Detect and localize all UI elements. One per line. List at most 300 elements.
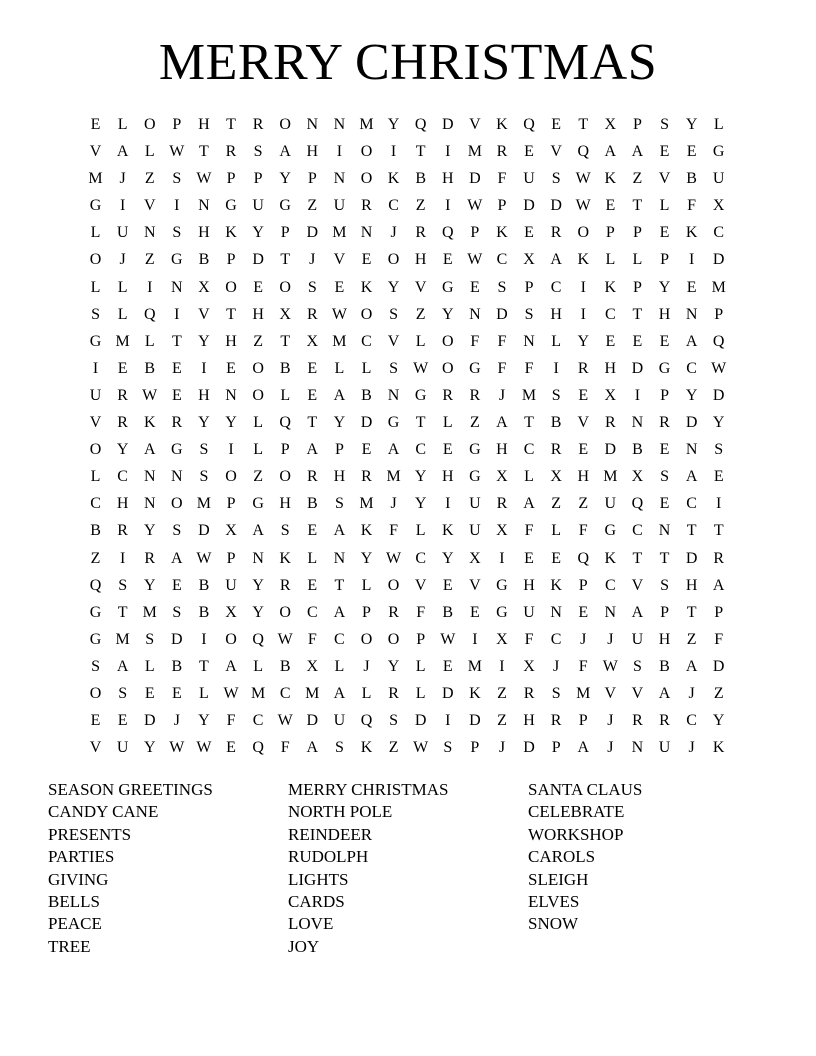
grid-letter: S: [551, 684, 561, 702]
word-item: ELVES: [528, 892, 580, 912]
grid-letter: A: [143, 441, 156, 459]
grid-letter: S: [632, 657, 642, 675]
grid-letter: K: [604, 549, 617, 567]
grid-letter: C: [415, 441, 426, 459]
grid-letter: N: [469, 305, 481, 323]
grid-letter: A: [333, 386, 346, 404]
grid-letter: U: [89, 386, 102, 404]
grid-letter: U: [333, 712, 346, 730]
grid-letter: E: [524, 143, 534, 161]
grid-letter: E: [117, 712, 128, 730]
grid-letter: S: [280, 522, 290, 540]
grid-letter: W: [142, 386, 158, 404]
grid-letter: L: [713, 116, 724, 133]
grid-letter: E: [713, 468, 724, 486]
grid-letter: S: [497, 278, 507, 296]
grid-letter: W: [277, 712, 293, 730]
grid-letter: L: [442, 414, 453, 432]
grid-letter: M: [305, 684, 320, 702]
grid-letter: E: [551, 549, 562, 567]
grid-letter: G: [712, 143, 725, 161]
grid-letter: M: [115, 630, 130, 648]
grid-letter: Z: [497, 684, 507, 702]
grid-letter: E: [578, 603, 589, 621]
grid-letter: P: [714, 603, 724, 621]
grid-letter: D: [550, 197, 562, 215]
grid-letter: K: [279, 549, 291, 567]
grid-letter: E: [659, 143, 670, 161]
grid-letter: Y: [712, 712, 725, 730]
grid-letter: T: [334, 576, 345, 594]
grid-letter: P: [497, 197, 507, 215]
grid-letter: Y: [333, 414, 346, 432]
grid-letter: N: [685, 305, 698, 323]
grid-letter: K: [387, 170, 400, 188]
grid-letter: U: [469, 495, 481, 513]
grid-letter: W: [196, 170, 212, 188]
grid-letter: S: [118, 576, 128, 594]
grid-letter: Q: [252, 630, 264, 648]
grid-letter: W: [331, 305, 347, 323]
grid-letter: V: [89, 414, 102, 432]
grid-letter: R: [361, 468, 372, 486]
grid-letter: L: [144, 143, 155, 161]
grid-letter: J: [607, 712, 614, 730]
grid-letter: S: [334, 495, 344, 513]
grid-letter: E: [469, 603, 480, 621]
grid-letter: A: [523, 495, 535, 513]
grid-letter: I: [688, 251, 695, 269]
grid-letter: S: [91, 657, 100, 675]
grid-letter: G: [171, 441, 183, 459]
grid-letter: A: [333, 522, 346, 540]
grid-letter: O: [89, 441, 102, 459]
grid-letter: A: [631, 603, 644, 621]
grid-letter: W: [602, 657, 618, 675]
grid-letter: P: [307, 170, 317, 188]
grid-letter: E: [307, 522, 318, 540]
grid-letter: O: [89, 251, 102, 269]
grid-letter: H: [496, 441, 508, 459]
grid-letter: J: [119, 170, 126, 188]
grid-letter: C: [604, 576, 616, 594]
grid-letter: I: [336, 143, 343, 161]
grid-letter: M: [467, 143, 482, 161]
word-column: [48, 779, 288, 958]
grid-letter: A: [712, 576, 725, 594]
grid-letter: Y: [360, 549, 373, 567]
grid-letter: T: [415, 414, 426, 432]
grid-letter: S: [199, 468, 209, 486]
grid-letter: R: [415, 224, 426, 242]
grid-letter: N: [171, 468, 183, 486]
grid-letter: L: [415, 522, 426, 540]
grid-letter: M: [359, 116, 374, 133]
grid-letter: Z: [713, 684, 724, 702]
grid-letter: J: [119, 251, 126, 269]
grid-letter: W: [711, 359, 727, 377]
grid-letter: W: [386, 549, 402, 567]
grid-letter: T: [632, 549, 643, 567]
grid-letter: L: [90, 468, 101, 486]
grid-letter: E: [253, 278, 263, 296]
grid-letter: O: [171, 495, 183, 513]
grid-letter: A: [496, 414, 508, 432]
grid-letter: B: [171, 657, 183, 675]
grid-letter: C: [90, 495, 101, 513]
grid-letter: V: [198, 305, 210, 323]
grid-letter: K: [604, 278, 617, 296]
grid-letter: E: [307, 576, 318, 594]
grid-letter: Q: [414, 116, 427, 133]
grid-letter: R: [388, 603, 399, 621]
grid-letter: V: [414, 278, 427, 296]
grid-letter: F: [714, 630, 724, 648]
grid-letter: Z: [551, 495, 562, 513]
grid-letter: P: [253, 170, 263, 188]
grid-letter: T: [686, 522, 697, 540]
grid-letter: Y: [658, 278, 671, 296]
grid-letter: E: [171, 684, 182, 702]
grid-letter: Y: [198, 414, 210, 432]
grid-letter: C: [117, 468, 128, 486]
grid-letter: K: [441, 522, 454, 540]
grid-letter: C: [415, 549, 426, 567]
grid-letter: R: [523, 684, 535, 702]
grid-letter: P: [605, 224, 615, 242]
grid-letter: H: [523, 712, 535, 730]
grid-letter: S: [389, 305, 399, 323]
grid-letter: X: [496, 522, 508, 540]
grid-letter: L: [199, 684, 209, 702]
grid-letter: P: [660, 386, 669, 404]
grid-letter: U: [604, 495, 617, 513]
grid-letter: A: [685, 468, 698, 486]
grid-letter: U: [523, 170, 535, 188]
grid-letter: W: [467, 251, 483, 269]
grid-letter: T: [199, 657, 209, 675]
grid-letter: L: [253, 657, 263, 675]
grid-letter: X: [523, 657, 535, 675]
grid-letter: Z: [578, 495, 589, 513]
grid-letter: F: [687, 197, 697, 215]
grid-letter: F: [280, 739, 290, 757]
grid-letter: P: [551, 739, 561, 757]
grid-letter: U: [523, 603, 535, 621]
grid-letter: Q: [441, 224, 454, 242]
grid-letter: M: [196, 495, 212, 513]
grid-letter: P: [416, 630, 426, 648]
grid-letter: V: [143, 197, 156, 215]
grid-letter: A: [658, 684, 671, 702]
grid-letter: G: [89, 603, 102, 621]
grid-letter: A: [279, 143, 291, 161]
grid-letter: T: [524, 414, 534, 432]
grid-letter: L: [361, 576, 372, 594]
grid-letter: K: [604, 170, 617, 188]
grid-letter: T: [226, 305, 236, 323]
grid-letter: R: [713, 549, 725, 567]
grid-letter: T: [171, 332, 182, 350]
grid-letter: A: [171, 549, 183, 567]
word-list: [48, 779, 768, 958]
grid-letter: B: [686, 170, 697, 188]
grid-letter: F: [497, 170, 507, 188]
grid-letter: F: [497, 332, 507, 350]
word-item: LOVE: [288, 914, 334, 934]
grid-letter: I: [634, 386, 641, 404]
grid-letter: I: [580, 278, 586, 296]
grid-letter: T: [686, 603, 697, 621]
grid-letter: O: [360, 630, 373, 648]
grid-letter: M: [332, 224, 347, 242]
grid-letter: D: [252, 251, 264, 269]
grid-letter: Y: [712, 414, 725, 432]
grid-letter: R: [306, 305, 318, 323]
grid-letter: B: [659, 657, 670, 675]
grid-letter: D: [306, 712, 319, 730]
grid-letter: S: [253, 143, 263, 161]
grid-letter: W: [169, 143, 185, 161]
grid-letter: I: [228, 441, 234, 459]
grid-letter: R: [632, 712, 643, 730]
grid-letter: G: [252, 495, 264, 513]
grid-letter: I: [472, 630, 478, 648]
grid-letter: Y: [252, 224, 264, 242]
grid-letter: X: [496, 468, 508, 486]
grid-letter: S: [660, 468, 669, 486]
grid-letter: A: [387, 441, 400, 459]
grid-letter: Q: [631, 495, 644, 513]
grid-letter: U: [469, 522, 481, 540]
grid-letter: H: [685, 576, 698, 594]
grid-letter: S: [660, 116, 669, 133]
grid-letter: D: [712, 386, 725, 404]
grid-letter: R: [442, 386, 454, 404]
grid-letter: D: [441, 684, 454, 702]
grid-letter: Q: [712, 332, 725, 350]
word-item: PRESENTS: [48, 824, 132, 844]
grid-letter: O: [279, 278, 291, 296]
grid-letter: S: [199, 441, 209, 459]
grid-letter: X: [604, 116, 617, 133]
grid-letter: K: [496, 116, 508, 133]
grid-letter: D: [631, 359, 644, 377]
grid-letter: P: [172, 116, 182, 133]
word-item: GIVING: [48, 869, 109, 889]
grid-letter: A: [333, 684, 346, 702]
grid-letter: Z: [144, 170, 155, 188]
grid-letter: L: [117, 116, 128, 133]
grid-letter: S: [172, 522, 182, 540]
grid-letter: N: [171, 278, 183, 296]
grid-letter: G: [171, 251, 183, 269]
grid-letter: L: [90, 224, 101, 242]
grid-letter: P: [578, 576, 588, 594]
grid-letter: Y: [387, 116, 400, 133]
grid-letter: E: [469, 278, 480, 296]
grid-letter: S: [389, 712, 399, 730]
grid-letter: S: [714, 441, 724, 459]
grid-letter: A: [252, 522, 264, 540]
grid-letter: E: [171, 386, 182, 404]
grid-letter: E: [361, 251, 372, 269]
grid-letter: K: [712, 739, 725, 757]
grid-letter: R: [388, 684, 399, 702]
grid-letter: L: [524, 468, 534, 486]
grid-letter: H: [414, 251, 427, 269]
grid-letter: L: [334, 657, 345, 675]
word-item: CARDS: [288, 892, 345, 912]
page-title: MERRY CHRISTMAS: [158, 34, 658, 91]
grid-letter: V: [333, 251, 346, 269]
grid-letter: V: [89, 739, 102, 757]
grid-letter: O: [387, 630, 400, 648]
grid-letter: V: [469, 576, 481, 594]
grid-letter: N: [198, 197, 210, 215]
grid-letter: J: [390, 224, 397, 242]
grid-letter: N: [631, 414, 644, 432]
grid-letter: H: [198, 116, 210, 133]
grid-letter: D: [604, 441, 617, 459]
grid-letter: T: [307, 414, 318, 432]
grid-letter: R: [550, 712, 562, 730]
grid-letter: L: [90, 278, 101, 296]
grid-letter: B: [198, 603, 210, 621]
grid-letter: P: [280, 441, 290, 459]
grid-letter: O: [279, 603, 291, 621]
grid-letter: O: [252, 386, 264, 404]
grid-letter: E: [442, 657, 453, 675]
grid-letter: N: [225, 386, 237, 404]
grid-letter: G: [89, 197, 102, 215]
grid-letter: C: [388, 197, 399, 215]
grid-letter: L: [551, 522, 562, 540]
grid-letter: R: [550, 441, 562, 459]
grid-letter: I: [445, 143, 451, 161]
word-item: TREE: [48, 936, 91, 956]
grid-letter: A: [225, 657, 237, 675]
grid-letter: C: [496, 251, 508, 269]
grid-letter: J: [390, 495, 397, 513]
grid-letter: C: [252, 712, 264, 730]
grid-letter: A: [685, 657, 698, 675]
grid-letter: O: [441, 359, 454, 377]
grid-letter: Z: [415, 305, 426, 323]
grid-letter: Y: [143, 739, 156, 757]
grid-letter: S: [91, 305, 100, 323]
grid-letter: X: [604, 386, 617, 404]
grid-letter: R: [659, 712, 670, 730]
grid-letter: P: [632, 224, 642, 242]
grid-letter: L: [361, 684, 372, 702]
grid-letter: O: [577, 224, 590, 242]
grid-letter: Z: [469, 414, 480, 432]
grid-letter: G: [387, 414, 400, 432]
grid-letter: L: [605, 251, 616, 269]
grid-letter: G: [496, 576, 508, 594]
grid-letter: B: [279, 657, 291, 675]
grid-letter: A: [306, 739, 319, 757]
grid-letter: O: [279, 468, 291, 486]
grid-letter: Y: [198, 332, 210, 350]
grid-letter: B: [306, 495, 318, 513]
word-item: REINDEER: [288, 824, 373, 844]
grid-letter: F: [578, 522, 588, 540]
grid-letter: C: [550, 278, 562, 296]
grid-letter: G: [89, 630, 102, 648]
grid-letter: N: [333, 549, 346, 567]
grid-letter: I: [390, 143, 397, 161]
grid-letter: S: [145, 630, 155, 648]
grid-letter: R: [117, 522, 128, 540]
grid-letter: P: [524, 278, 534, 296]
grid-letter: H: [333, 468, 346, 486]
grid-letter: Y: [441, 305, 454, 323]
grid-letter: E: [442, 441, 453, 459]
grid-letter: N: [143, 224, 156, 242]
grid-letter: J: [498, 386, 506, 404]
grid-letter: G: [279, 197, 291, 215]
grid-letter: Y: [414, 495, 427, 513]
grid-letter: D: [712, 657, 725, 675]
grid-letter: D: [143, 712, 156, 730]
grid-letter: D: [360, 414, 373, 432]
grid-letter: D: [469, 170, 481, 188]
grid-letter: Q: [577, 143, 590, 161]
grid-letter: Y: [279, 170, 291, 188]
grid-letter: G: [496, 603, 508, 621]
grid-letter: Z: [686, 630, 697, 648]
grid-letter: E: [226, 359, 236, 377]
grid-letter: E: [659, 441, 670, 459]
grid-letter: T: [415, 143, 426, 161]
grid-letter: G: [469, 441, 481, 459]
grid-letter: Q: [89, 576, 102, 594]
grid-letter: Y: [252, 603, 264, 621]
grid-letter: X: [225, 603, 237, 621]
grid-letter: T: [280, 251, 291, 269]
grid-letter: R: [117, 386, 128, 404]
grid-letter: G: [469, 359, 481, 377]
grid-letter: C: [632, 522, 643, 540]
word-item: PEACE: [48, 914, 102, 934]
grid-letter: M: [142, 603, 157, 621]
grid-letter: R: [252, 116, 264, 133]
grid-letter: C: [713, 224, 725, 242]
grid-letter: O: [387, 251, 400, 269]
grid-letter: I: [174, 305, 180, 323]
grid-letter: P: [226, 549, 236, 567]
grid-letter: D: [685, 549, 698, 567]
grid-letter: E: [632, 332, 643, 350]
word-item: RUDOLPH: [288, 847, 369, 867]
grid-letter: H: [198, 224, 210, 242]
grid-letter: C: [306, 603, 318, 621]
grid-letter: D: [198, 522, 210, 540]
grid-letter: M: [603, 468, 618, 486]
grid-letter: E: [578, 386, 589, 404]
grid-letter: P: [632, 278, 642, 296]
word-item: CELEBRATE: [528, 802, 625, 822]
grid-letter: L: [334, 359, 345, 377]
grid-letter: O: [279, 116, 291, 133]
grid-letter: V: [577, 414, 590, 432]
grid-letter: M: [250, 684, 266, 702]
grid-letter: I: [174, 197, 180, 215]
grid-letter: D: [712, 251, 725, 269]
grid-letter: S: [307, 278, 317, 296]
